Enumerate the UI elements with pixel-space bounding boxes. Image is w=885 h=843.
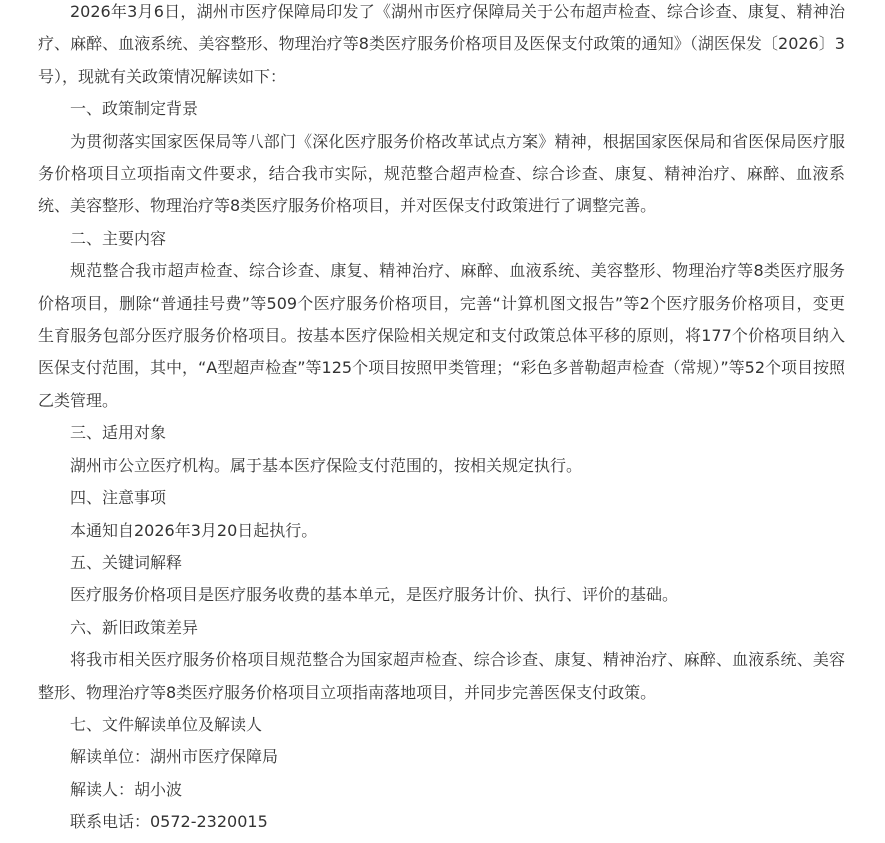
interpreter-unit: 解读单位：湖州市医疗保障局: [70, 747, 279, 767]
section-heading-main-content: 二、主要内容: [70, 228, 167, 248]
section-heading-background: 一、政策制定背景: [70, 99, 199, 119]
section-heading-notes: 四、注意事项: [70, 488, 167, 508]
interpreter-person: 解读人：胡小波: [70, 779, 183, 799]
intro-paragraph: 2026年3月6日，湖州市医疗保障局印发了《湖州市医疗保障局关于公布超声检查、综合诊查、康复、精神治疗、麻醉、血液系统、美容整形、物理治疗等8类医疗服务价格项目及医保支付政策的通知》（湖医保发〔2026〕3号），现就有关政策情况解读如下：: [38, 2, 845, 86]
section-body-policy-differences: 将我市相关医疗服务价格项目规范整合为国家超声检查、综合诊查、康复、精神治疗、麻醉、血液系统、美容整形、物理治疗等8类医疗服务价格项目立项指南落地项目，并同步完善医保支付政策。: [38, 650, 845, 702]
section-heading-interpreter: 七、文件解读单位及解读人: [70, 714, 263, 734]
section-body-notes: 本通知自2026年3月20日起执行。: [70, 520, 318, 540]
contact-phone: 联系电话：0572-2320015: [70, 812, 268, 832]
section-body-keywords: 医疗服务价格项目是医疗服务收费的基本单元，是医疗服务计价、执行、评价的基础。: [70, 585, 679, 605]
section-body-main-content: 规范整合我市超声检查、综合诊查、康复、精神治疗、麻醉、血液系统、美容整形、物理治疗等8类医疗服务价格项目，删除“普通挂号费”等509个医疗服务价格项目，完善“计算机图文报告”等2个医疗服务价格项目，变更生育服务包部分医疗服务价格项目。按基本医疗保险相关规定和支付政策总体平移的原则，将177个价格项目纳入医保支付范围，其中，“A型超声检查”等125个项目按照甲类管理；“彩色多普勒超声检查（常规）”等52个项目按照乙类管理。: [38, 261, 846, 410]
section-body-applicable-objects: 湖州市公立医疗机构。属于基本医疗保险支付范围的，按相关规定执行。: [70, 455, 583, 475]
section-body-background: 为贯彻落实国家医保局等八部门《深化医疗服务价格改革试点方案》精神，根据国家医保局和省医保局医疗服务价格项目立项指南文件要求，结合我市实际，规范整合超声检查、综合诊查、康复、精神治疗、麻醉、血液系统、美容整形、物理治疗等8类医疗服务价格项目，并对医保支付政策进行了调整完善。: [38, 131, 845, 216]
section-heading-keywords: 五、关键词解释: [70, 552, 183, 572]
section-heading-applicable-objects: 三、适用对象: [70, 423, 167, 443]
section-heading-policy-differences: 六、新旧政策差异: [70, 617, 199, 637]
